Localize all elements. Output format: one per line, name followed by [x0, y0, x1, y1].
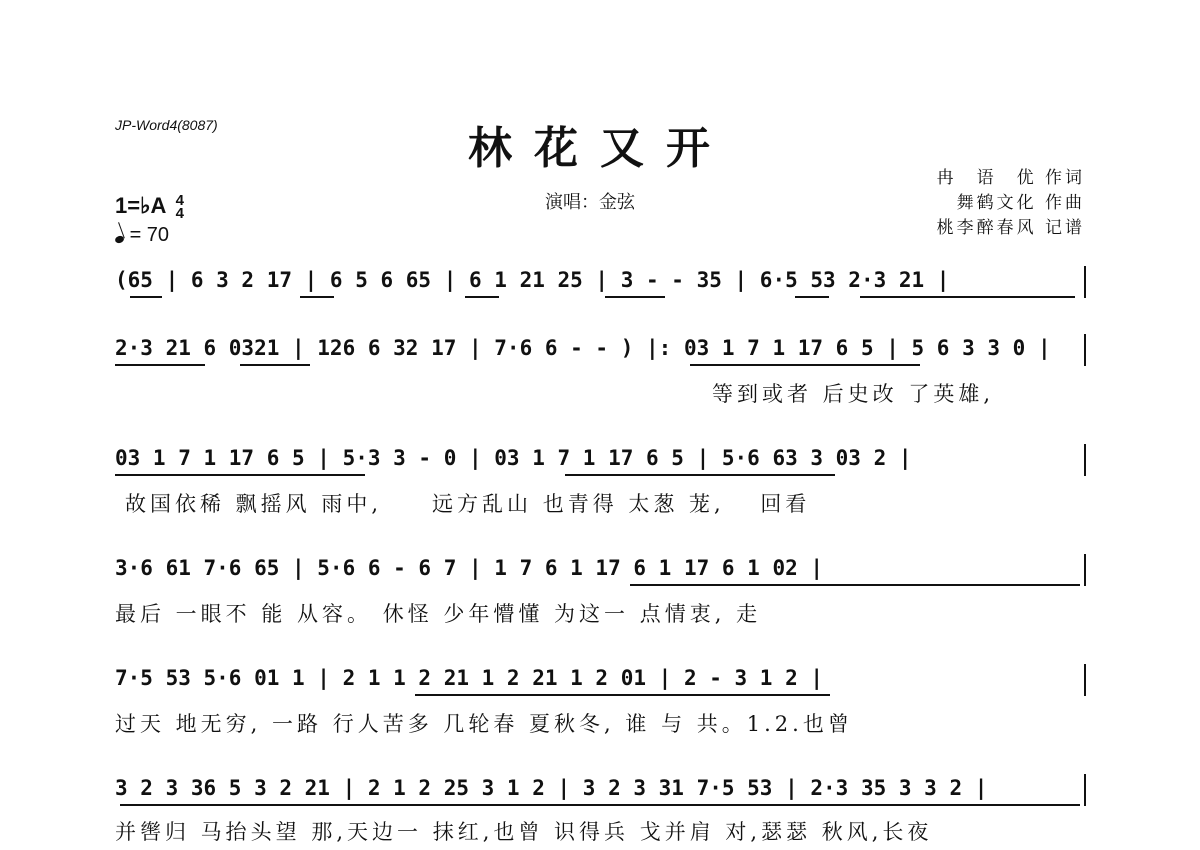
barline	[1084, 774, 1086, 806]
time-signature	[175, 192, 184, 223]
barline	[1084, 266, 1086, 298]
quarter-note-icon	[114, 235, 125, 245]
lyricist-credit: 冉 语 优 作词	[936, 168, 1085, 188]
score-line-6-lyrics: 并辔归 马抬头望 那,天边一 抹红,也曾 识得兵 戈并肩 对,瑟瑟 秋风,长夜	[115, 820, 933, 844]
score-line-4-notes: 3·6 61 7·6 65 | 5·6 6 - 6 7 | 1 7 6 1 17 6 1 17 6 1 02 |	[115, 556, 824, 580]
beam-underline	[565, 474, 835, 476]
score-line-2-notes: 2·3 21 6 0321 | 126 6 32 17 | 7·6 6 - - ) |: 03 1 7 1 17 6 5 | 5 6 3 3 0 |	[115, 336, 1051, 360]
barline	[1084, 334, 1086, 366]
credits	[937, 166, 1085, 241]
beam-underline	[690, 364, 920, 366]
beam-underline	[465, 296, 499, 298]
beam-underline	[300, 296, 334, 298]
song-title: 林花又开	[468, 123, 732, 174]
beam-underline	[415, 694, 830, 696]
source-label: JP-Word4(8087)	[115, 117, 218, 133]
score-line-5-notes: 7·5 53 5·6 01 1 | 2 1 1 2 21 1 2 21 1 2 01 | 2 - 3 1 2 |	[115, 666, 824, 690]
beam-underline	[130, 296, 162, 298]
beam-underline	[605, 296, 665, 298]
score-line-1-notes: (65 | 6 3 2 17 | 6 5 6 65 | 6 1 21 25 | 3 - - 35 | 6·5 53 2·3 21 |	[115, 268, 950, 292]
tempo-mark	[115, 224, 169, 247]
barline	[1084, 554, 1086, 586]
transcriber-credit: 桃李醉春风 记谱	[936, 218, 1085, 238]
score-line-3-notes: 03 1 7 1 17 6 5 | 5·3 3 - 0 | 03 1 7 1 17 6 5 | 5·6 63 3 03 2 |	[115, 446, 912, 470]
score-line-2-lyrics: 等到或者 后史改 了英雄,	[712, 382, 995, 406]
beam-underline	[240, 364, 310, 366]
composer-credit: 舞鹤文化 作曲	[956, 193, 1085, 213]
barline	[1084, 444, 1086, 476]
beam-underline	[115, 474, 365, 476]
time-bottom: 4	[175, 205, 184, 223]
key-label: 1=♭A	[115, 193, 166, 218]
score-line-5-lyrics: 过天 地无穷, 一路 行人苦多 几轮春 夏秋冬, 谁 与 共。1.2.也曾	[115, 712, 853, 736]
singer-label: 演唱：金弦	[545, 192, 635, 213]
beam-underline	[630, 584, 1080, 586]
score-line-6-notes: 3 2 3 36 5 3 2 21 | 2 1 2 25 3 1 2 | 3 2 3 31 7·5 53 | 2·3 35 3 3 2 |	[115, 776, 988, 800]
key-signature	[115, 192, 184, 223]
beam-underline	[860, 296, 1075, 298]
score-line-3-lyrics: 故国依稀 飘摇风 雨中, 远方乱山 也青得 太葱 茏, 回看	[125, 492, 811, 516]
time-top: 4	[175, 192, 184, 210]
beam-underline	[115, 364, 205, 366]
tempo-value: = 70	[129, 224, 170, 246]
score-line-4-lyrics: 最后 一眼不 能 从容。 休怪 少年懵懂 为这一 点情衷, 走	[115, 602, 762, 626]
barline	[1084, 664, 1086, 696]
beam-underline	[120, 804, 1080, 806]
beam-underline	[795, 296, 829, 298]
